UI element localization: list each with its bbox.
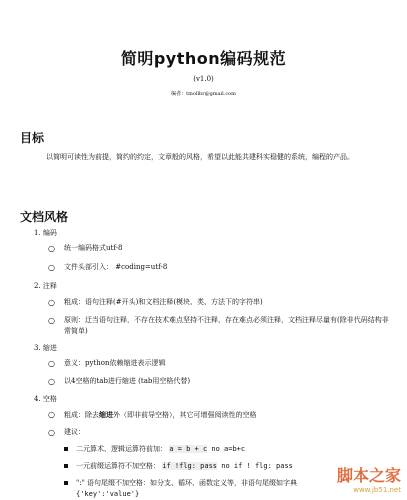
list-heading-spacing: 4. 空格 xyxy=(34,395,57,403)
list-item: ○ 统一编码格式utf-8 xyxy=(48,244,123,253)
document-version: (v1.0) xyxy=(193,75,214,83)
bullet-circle-icon: ○ xyxy=(48,244,55,253)
section-goal-body: 以简明可读性为前提，简约的约定，文章般的风格，希望以此能共建科实稳健的系统，编程的产品。 xyxy=(46,153,354,161)
sub-list-item: ":" 语句尾缀不加空格：如分支、循环、函数定义等，非语句尾缀如字典 xyxy=(64,478,394,489)
list-item: ○ 建议： xyxy=(48,428,85,437)
bullet-circle-icon: ○ xyxy=(48,410,55,419)
sub-list-item: 二元算术、逻辑运算符前加： a = b + c no a=b+c xyxy=(64,444,394,455)
code-snippet: a = b + c xyxy=(169,445,208,453)
bullet-circle-icon: ○ xyxy=(48,377,55,386)
list-item: ○ 原则：迂当语句注释，不存在技术难点坚持不注释，存在难点必须注释，文档注释尽量有(除非代码结构非常简单) xyxy=(48,316,389,335)
code-snippet: {'key':'value'} xyxy=(76,490,140,498)
section-heading-style: 文档风格 xyxy=(20,210,69,224)
list-item: ○ 粗成：除去缩进外（即非前导空格），其它可增强阅读性的空格 xyxy=(48,410,257,419)
document-title: 简明python编码规范 xyxy=(120,49,287,68)
bullet-square-icon xyxy=(64,481,68,485)
list-item: ○ 文件头部引入： #coding=utf-8 xyxy=(48,263,168,272)
code-snippet: if !flg: pass xyxy=(162,462,218,470)
list-heading-encoding: 1. 编码 xyxy=(34,229,57,237)
bullet-circle-icon: ○ xyxy=(48,263,55,272)
sub-list-item: 一元前缀运算符不加空格： if !flg: pass no if ! flg: pass xyxy=(64,461,394,472)
list-heading-comments: 2. 注释 xyxy=(34,282,57,290)
watermark-url: www.jb51.net xyxy=(353,486,401,494)
bullet-circle-icon: ○ xyxy=(48,298,55,307)
list-item: ○ 意义：python依赖缩进表示逻辑 xyxy=(48,359,166,368)
bullet-circle-icon: ○ xyxy=(48,359,55,368)
bullet-square-icon xyxy=(64,447,68,451)
section-heading-goal: 目标 xyxy=(20,131,45,145)
bullet-circle-icon: ○ xyxy=(48,428,55,437)
watermark-logo: 脚本之家 xyxy=(336,466,401,485)
bullet-square-icon xyxy=(64,464,68,468)
bullet-circle-icon: ○ xyxy=(48,316,55,325)
list-item: ○ 以4空格的tab进行缩进 (tab用空格代替) xyxy=(48,377,191,386)
document-author: 编者：tmollbr@gmail.com xyxy=(171,91,236,97)
site-watermark xyxy=(337,463,401,494)
list-heading-indent: 3. 缩进 xyxy=(34,344,57,352)
list-item: ○ 粗成：语句注释(#开头)和文档注释(模块、类、方法下的字符串) xyxy=(48,298,263,307)
